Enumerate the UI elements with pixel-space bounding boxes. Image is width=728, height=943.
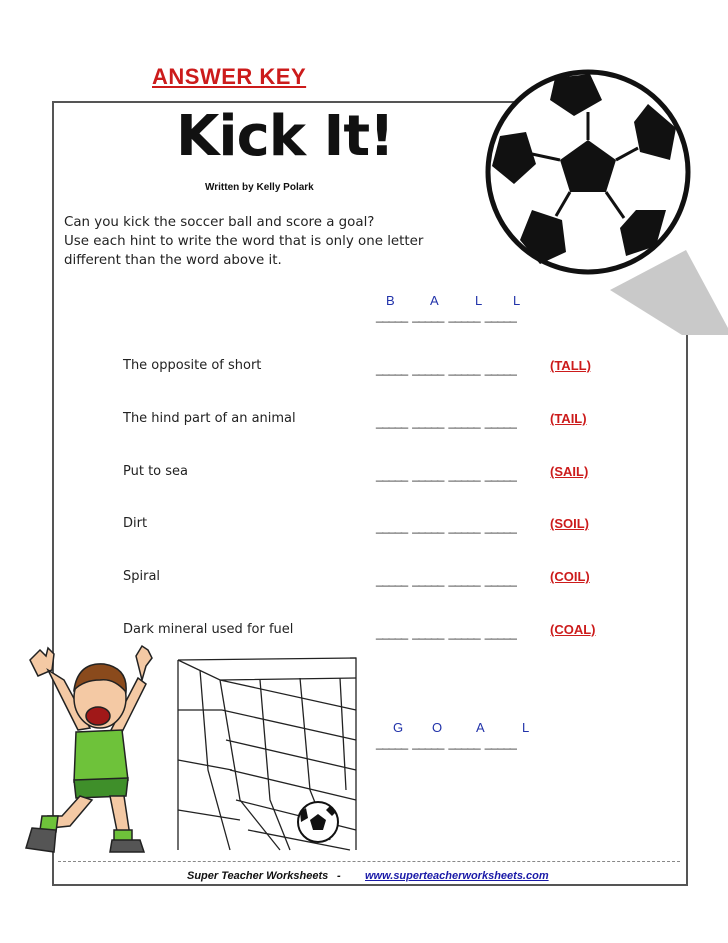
letter-blank: _____ bbox=[412, 625, 444, 640]
letter-blank: _____ bbox=[376, 308, 408, 323]
clue-blanks-5 bbox=[376, 569, 516, 588]
frame-right-border bbox=[686, 326, 688, 886]
letter-blank: _____ bbox=[448, 572, 480, 587]
instructions-line-3: different than the word above it. bbox=[64, 253, 282, 268]
author-byline: Written by Kelly Polark bbox=[205, 182, 314, 193]
answer-key-label: ANSWER KEY bbox=[152, 64, 307, 89]
frame-top-border bbox=[52, 101, 540, 103]
worksheet-title: Kick It! bbox=[176, 104, 394, 169]
footer-separator: - bbox=[337, 870, 341, 882]
letter-blank: _____ bbox=[448, 414, 480, 429]
end-letter-3: A bbox=[476, 720, 485, 735]
footer-divider bbox=[58, 861, 680, 862]
start-letter-2: A bbox=[430, 293, 439, 308]
letter-blank: _____ bbox=[376, 572, 408, 587]
clue-hint-5: Spiral bbox=[123, 569, 161, 584]
clue-answer-2: (TAIL) bbox=[550, 411, 587, 426]
instructions-line-1: Can you kick the soccer ball and score a goal? bbox=[64, 215, 375, 230]
end-blanks bbox=[376, 732, 516, 751]
clue-hint-6: Dark mineral used for fuel bbox=[123, 622, 294, 637]
footer-website-link[interactable]: www.superteacherworksheets.com bbox=[365, 870, 549, 882]
letter-blank: _____ bbox=[448, 308, 480, 323]
letter-blank: _____ bbox=[412, 308, 444, 323]
letter-blank: _____ bbox=[376, 519, 408, 534]
letter-blank: _____ bbox=[412, 467, 444, 482]
clue-hint-3: Put to sea bbox=[123, 464, 188, 479]
letter-blank: _____ bbox=[484, 308, 516, 323]
letter-blank: _____ bbox=[484, 361, 516, 376]
letter-blank: _____ bbox=[376, 625, 408, 640]
start-letter-3: L bbox=[475, 293, 483, 308]
letter-blank: _____ bbox=[484, 572, 516, 587]
clue-blanks-1 bbox=[376, 358, 516, 377]
start-letter-4: L bbox=[513, 293, 521, 308]
clue-blanks-4 bbox=[376, 516, 516, 535]
letter-blank: _____ bbox=[448, 625, 480, 640]
letter-blank: _____ bbox=[448, 519, 480, 534]
clue-blanks-6 bbox=[376, 622, 516, 641]
letter-blank: _____ bbox=[484, 625, 516, 640]
clue-answer-5: (COIL) bbox=[550, 569, 590, 584]
letter-blank: _____ bbox=[412, 414, 444, 429]
letter-blank: _____ bbox=[448, 361, 480, 376]
clue-hint-4: Dirt bbox=[123, 516, 148, 531]
clue-answer-3: (SAIL) bbox=[550, 464, 589, 479]
letter-blank: _____ bbox=[412, 572, 444, 587]
letter-blank: _____ bbox=[376, 414, 408, 429]
cheering-player-illustration bbox=[18, 640, 158, 855]
start-letter-1: B bbox=[386, 293, 395, 308]
clue-hint-2: The hind part of an animal bbox=[123, 411, 296, 426]
clue-answer-6: (COAL) bbox=[550, 622, 596, 637]
soccer-goal-illustration bbox=[160, 650, 360, 860]
clue-hint-1: The opposite of short bbox=[123, 358, 262, 373]
letter-blank: _____ bbox=[412, 361, 444, 376]
clue-blanks-3 bbox=[376, 464, 516, 483]
start-blanks bbox=[376, 305, 516, 324]
letter-blank: _____ bbox=[484, 467, 516, 482]
clue-blanks-2 bbox=[376, 411, 516, 430]
letter-blank: _____ bbox=[484, 414, 516, 429]
footer-site-name: Super Teacher Worksheets bbox=[187, 870, 329, 882]
letter-blank: _____ bbox=[412, 519, 444, 534]
letter-blank: _____ bbox=[412, 735, 444, 750]
clue-answer-4: (SOIL) bbox=[550, 516, 589, 531]
soccer-ball-illustration bbox=[470, 60, 728, 335]
instructions-line-2: Use each hint to write the word that is only one letter bbox=[64, 234, 424, 249]
letter-blank: _____ bbox=[376, 735, 408, 750]
letter-blank: _____ bbox=[448, 735, 480, 750]
letter-blank: _____ bbox=[376, 467, 408, 482]
letter-blank: _____ bbox=[484, 519, 516, 534]
letter-blank: _____ bbox=[376, 361, 408, 376]
letter-blank: _____ bbox=[484, 735, 516, 750]
end-letter-1: G bbox=[393, 720, 404, 735]
end-letter-2: O bbox=[432, 720, 443, 735]
clue-answer-1: (TALL) bbox=[550, 358, 591, 373]
end-letter-4: L bbox=[522, 720, 530, 735]
instructions bbox=[64, 213, 464, 270]
letter-blank: _____ bbox=[448, 467, 480, 482]
frame-bottom-border bbox=[52, 884, 688, 886]
